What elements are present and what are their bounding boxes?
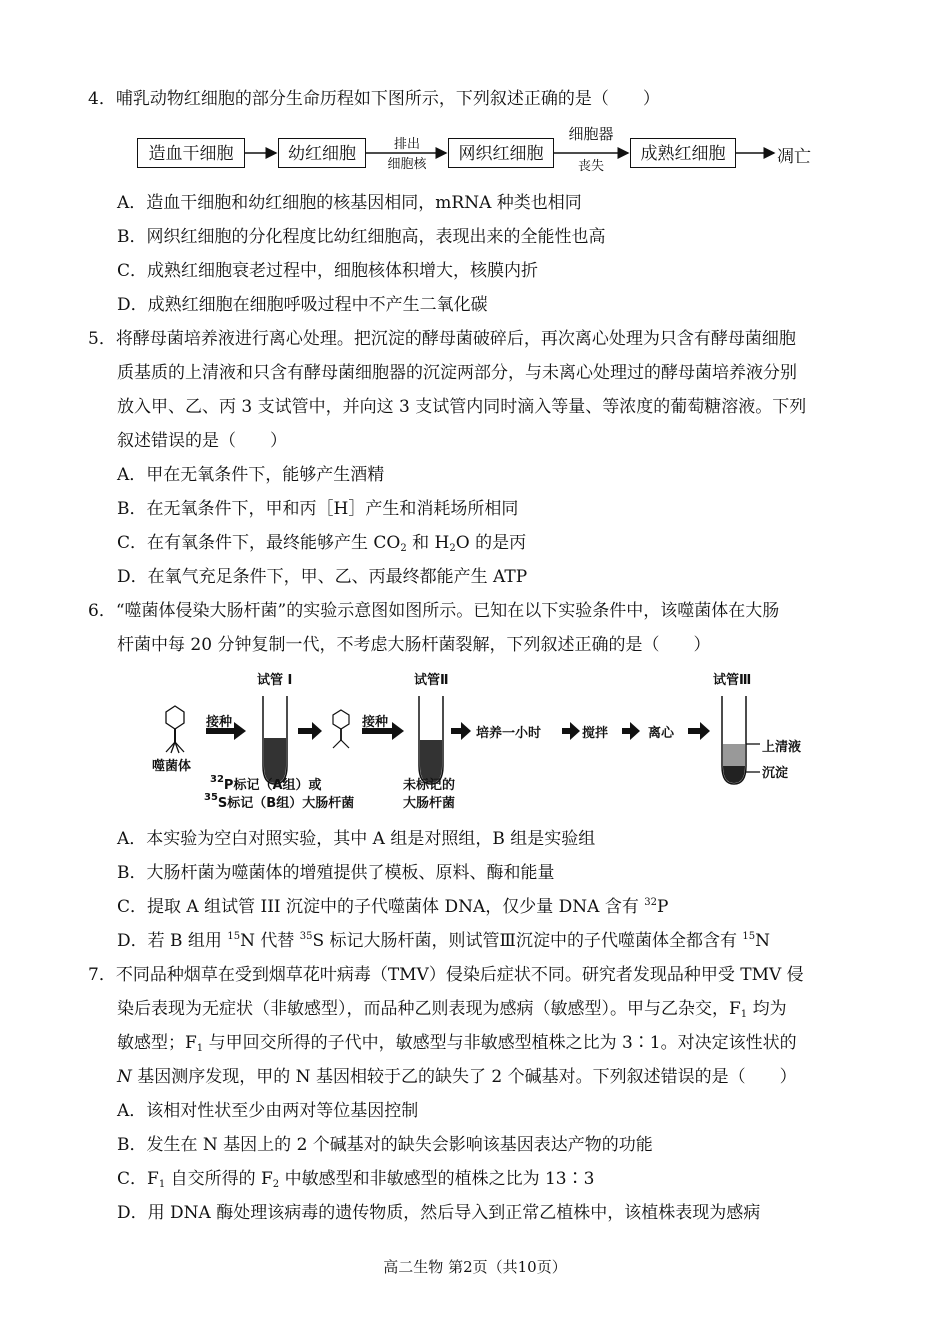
q7-stem-line3: 敏感型；$F_1$ 与甲回交所得的子代中，敏感型与非敏感型植株之比为 3∶1。对决定该性状的 (117, 1033, 797, 1054)
stage-erythroblast: 幼红细胞 (278, 138, 366, 168)
q4-option-c: C．成熟红细胞衰老过程中，细胞核体积增大，核膜内折 (117, 261, 539, 281)
q4-arrows (0, 0, 950, 200)
arrow3-bottom-label: 丧失 (577, 159, 604, 174)
q7-stem-line4: N 基因测序发现，甲的 N 基因相较于乙的缺失了 2 个碱基对。下列叙述错误的是（ ） (117, 1067, 797, 1087)
q7-option-b: B．发生在 N 基因上的 2 个碱基对的缺失会影响该基因表达产物的功能 (117, 1135, 653, 1155)
inoculate-label-2: 接种 (362, 715, 389, 730)
unlabeled-line1: 未标记的 (403, 778, 456, 793)
page-footer: 高二生物 第2页（共10页） (383, 1258, 567, 1276)
stage-reticulocyte: 网织红细胞 (448, 138, 554, 168)
arrow-step3 (622, 722, 640, 740)
q4-option-a: A．造血干细胞和幼红细胞的核基因相同，mRNA 种类也相同 (117, 193, 582, 213)
q4-stem: 4．哺乳动物红细胞的部分生命历程如下图所示，下列叙述正确的是（ ） (88, 89, 660, 109)
q5-option-b: B．在无氧条件下，甲和丙［H］产生和消耗场所相同 (117, 499, 519, 519)
tube-3 (722, 696, 760, 784)
label-s35: $^{35}$S标记（B组）大肠杆菌 (204, 792, 355, 811)
q7-stem-line2: 染后表现为无症状（非敏感型），而品种乙则表现为感病（敏感型）。甲与乙杂交，$F_1$ 均为 (117, 999, 787, 1020)
arrow3-top-label: 细胞器 (568, 125, 614, 143)
label-p32: $^{32}$P标记（A组）或 (210, 774, 322, 793)
arrow-small (298, 722, 322, 740)
precipitate-label: 沉淀 (762, 766, 789, 781)
step-stir: 搅拌 (582, 726, 609, 741)
q7-option-a: A．该相对性状至少由两对等位基因控制 (117, 1101, 419, 1121)
q5-stem-line2: 质基质的上清液和只含有酵母菌细胞器的沉淀两部分，与未离心处理过的酵母菌培养液分别 (117, 363, 797, 383)
inoculate-label-1: 接种 (206, 715, 233, 730)
phage-icon-2 (333, 710, 349, 748)
phage-icon (166, 706, 184, 753)
q7-stem-line1: 7．不同品种烟草在受到烟草花叶病毒（TMV）侵染后症状不同。研究者发现品种甲受 TMV 侵 (88, 965, 804, 985)
q6-stem-line2: 杆菌中每 20 分钟复制一代，不考虑大肠杆菌裂解，下列叙述正确的是（ ） (117, 635, 711, 655)
q5-stem-line4: 叙述错误的是（ ） (117, 431, 287, 451)
q5-option-a: A．甲在无氧条件下，能够产生酒精 (117, 465, 385, 485)
q5-stem-line3: 放入甲、乙、丙 3 支试管中，并向这 3 支试管内同时滴入等量、等浓度的葡萄糖溶液。下列 (117, 397, 807, 417)
phage-label: 噬菌体 (152, 759, 192, 774)
stage-hsc: 造血干细胞 (137, 138, 245, 168)
q6-option-d: D．若 B 组用 $^{15}$N 代替 $^{35}$S 标记大肠杆菌，则试管Ⅲ沉淀中的子代噬菌体全都含有 $^{15}$N (117, 931, 770, 951)
q7-option-d: D．用 DNA 酶处理该病毒的遗传物质，然后导入到正常乙植株中，该植株表现为感病 (117, 1203, 761, 1223)
q6-option-c: C．提取 A 组试管 III 沉淀中的子代噬菌体 DNA，仅少量 DNA 含有 $^{32}$P (117, 897, 669, 917)
supernatant-label: 上清液 (762, 740, 802, 755)
unlabeled-line2: 大肠杆菌 (403, 796, 456, 811)
arrow2-top-label: 排出 (393, 137, 420, 152)
tube-3-label: 试管Ⅲ (713, 673, 752, 688)
q5-stem-line1: 5．将酵母菌培养液进行离心处理。把沉淀的酵母菌破碎后，再次离心处理为只含有酵母菌细胞 (88, 329, 796, 349)
step-centrifuge: 离心 (648, 726, 675, 741)
arrow-step1 (451, 722, 471, 740)
q5-option-c: C．在有氧条件下，最终能够产生 $CO_2$ 和 $H_2O$ 的是丙 (117, 533, 527, 554)
q6-stem-line1: 6．“噬菌体侵染大肠杆菌”的实验示意图如图所示。已知在以下实验条件中，该噬菌体在大肠 (88, 601, 780, 621)
q4-option-b: B．网织红细胞的分化程度比幼红细胞高，表现出来的全能性也高 (117, 227, 606, 247)
arrow2-bottom-label: 细胞核 (387, 157, 427, 172)
stage-mature-rbc: 成熟红细胞 (630, 138, 736, 168)
tube-2-label: 试管Ⅱ (414, 673, 449, 688)
arrow-step2 (562, 722, 580, 740)
end-apoptosis: 凋亡 (777, 147, 811, 167)
q5-option-d: D．在氧气充足条件下，甲、乙、丙最终都能产生 ATP (117, 567, 528, 587)
step-culture: 培养一小时 (476, 726, 542, 741)
arrow-step4 (688, 722, 710, 740)
tube-1 (263, 696, 287, 784)
q6-option-a: A．本实验为空白对照实验，其中 A 组是对照组，B 组是实验组 (117, 829, 596, 849)
q6-option-b: B．大肠杆菌为噬菌体的增殖提供了模板、原料、酶和能量 (117, 863, 555, 883)
q4-option-d: D．成熟红细胞在细胞呼吸过程中不产生二氧化碳 (117, 295, 488, 315)
tube-2 (419, 696, 443, 784)
q6-diagram-graphics (0, 660, 950, 820)
tube-1-label: 试管 I (257, 673, 293, 688)
q7-option-c: C．$F_1$ 自交所得的 $F_2$ 中敏感型和非敏感型的植株之比为 13∶3 (117, 1169, 595, 1190)
